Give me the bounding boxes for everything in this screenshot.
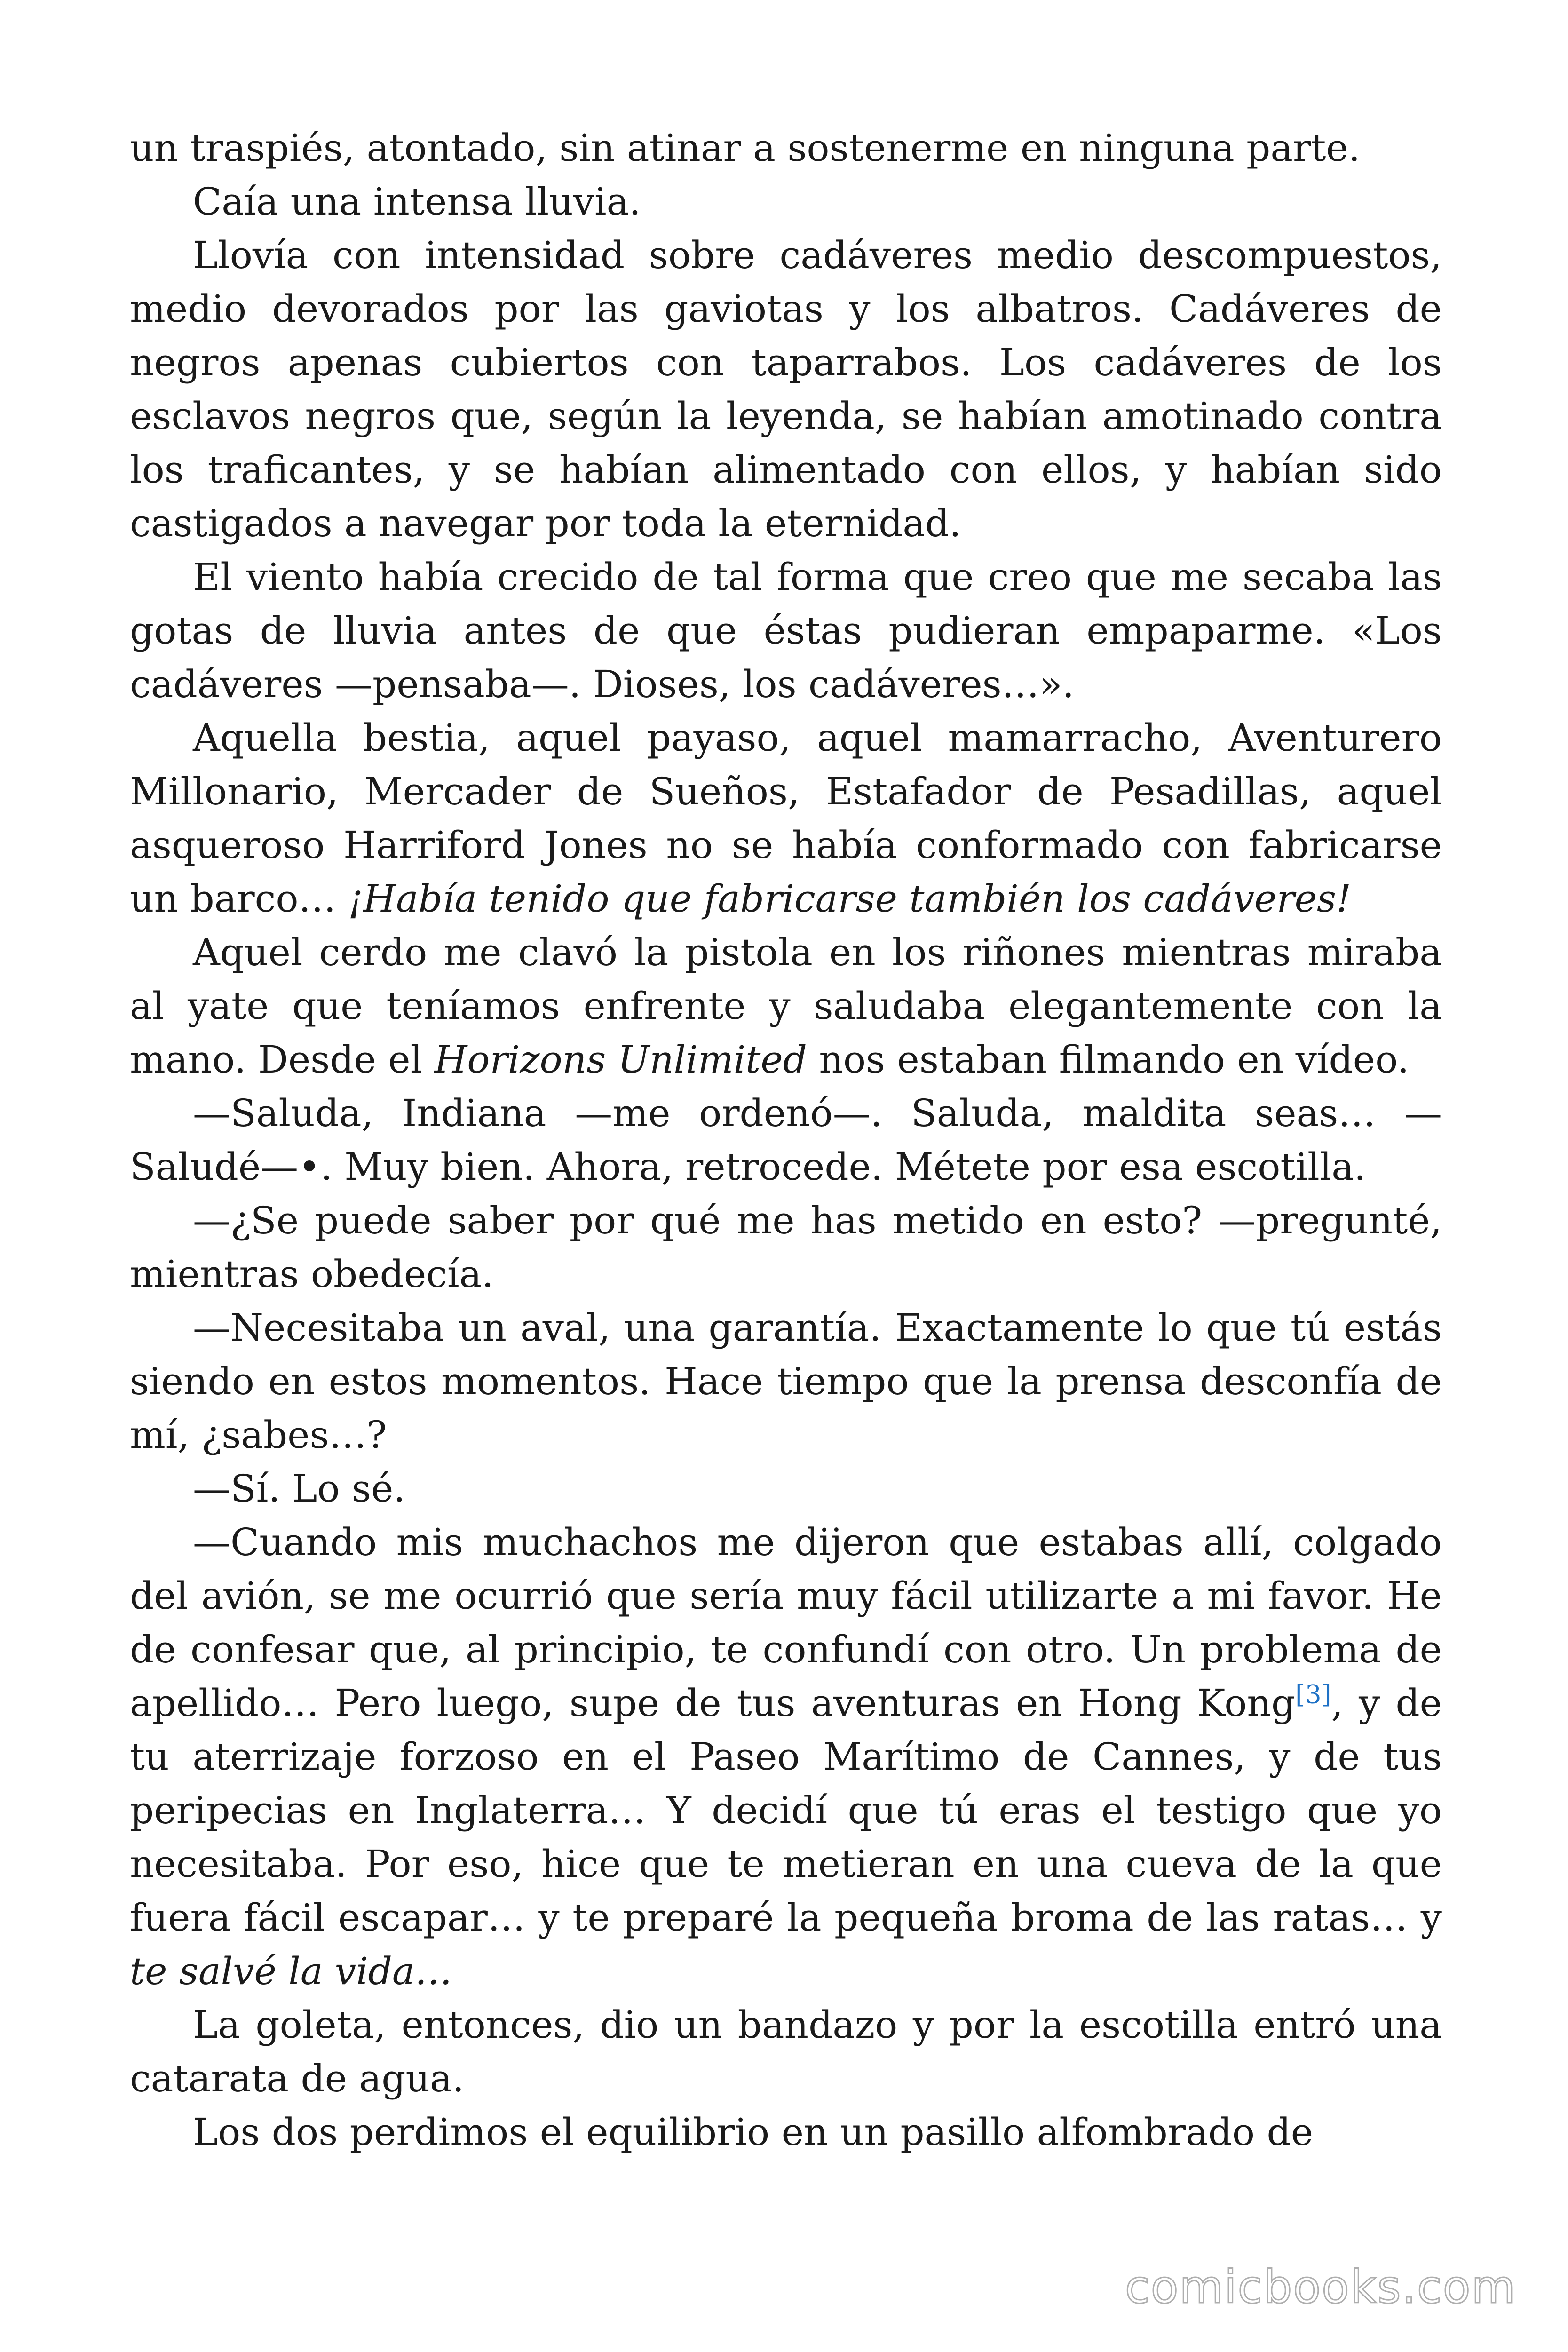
text-run: Caía una intensa lluvia. (193, 180, 641, 223)
text-run: —Cuando mis muchachos me dijeron que estabas allí, colgado del avión, se me ocurrió que sería muy fácil utilizarte a mi favor. He de confesar que, al principio, te confundí con otro. Un problema de apellido… Pero luego, supe de tus aventuras en Hong Kong (130, 1520, 1442, 1725)
italic-text: te salvé la vida… (130, 1949, 452, 1993)
italic-text: ¡Había tenido que fabricarse también los cadáveres! (348, 877, 1352, 921)
text-run: nos estaban filmando en vídeo. (807, 1038, 1410, 1081)
text-run: La goleta, entonces, dio un bandazo y por la escotilla entró una catarata de agua. (130, 2003, 1442, 2100)
paragraph (130, 1462, 1442, 1516)
text-run: Los dos perdimos el equilibrio en un pasillo alfombrado de (193, 2110, 1314, 2154)
text-run: Aquella bestia, aquel payaso, aquel mamarracho, Aventurero Millonario, Mercader de Sueños, Estafador de Pesadillas, aquel asqueroso Harriford Jones no se había conformado con fabricarse un barco… (130, 716, 1442, 921)
book-page-text (130, 121, 1442, 2159)
paragraph (130, 1301, 1442, 1462)
text-run: , y de tu aterrizaje forzoso en el Paseo Marítimo de Cannes, y de tus peripecias en Inglaterra… Y decidí que tú eras el testigo que yo necesitaba. Por eso, hice que te metieran en una cueva de la que fuera fácil escapar… y te preparé la pequeña broma de las ratas… y (130, 1681, 1442, 1939)
text-run: Llovía con intensidad sobre cadáveres medio descompuestos, medio devorados por las gaviotas y los albatros. Cadáveres de negros apenas cubiertos con taparrabos. Los cadáveres de los esclavos negros que, según la leyenda, se habían amotinado contra los traficantes, y se habían alimentado con ellos, y habían sido castigados a navegar por toda la eternidad. (130, 233, 1442, 545)
paragraph (130, 1087, 1442, 1194)
text-run: Aquel cerdo me clavó la pistola en los riñones mientras miraba al yate que teníamos enfrente y saludaba elegantemente con la mano. Desde el (130, 930, 1442, 1081)
paragraph (130, 175, 1442, 229)
paragraph (130, 1194, 1442, 1301)
paragraph (130, 926, 1442, 1087)
italic-text: Horizons Unlimited (434, 1038, 807, 1081)
paragraph (130, 1998, 1442, 2106)
paragraph (130, 2106, 1442, 2159)
text-run: El viento había crecido de tal forma que creo que me secaba las gotas de lluvia antes de que éstas pudieran empaparme. «Los cadáveres —pensaba—. Dioses, los cadáveres…». (130, 555, 1442, 706)
text-run: —Saluda, Indiana —me ordenó—. Saluda, maldita seas… —Saludé—•. Muy bien. Ahora, retrocede. Métete por esa escotilla. (130, 1091, 1442, 1189)
text-run: un traspiés, atontado, sin atinar a sostenerme en ninguna parte. (130, 126, 1361, 170)
text-run: —Necesitaba un aval, una garantía. Exactamente lo que tú estás siendo en estos momentos. Hace tiempo que la prensa desconfía de mí, ¿sabes…? (130, 1306, 1442, 1457)
text-run: —Sí. Lo sé. (193, 1467, 405, 1510)
paragraph (130, 550, 1442, 711)
text-run: —¿Se puede saber por qué me has metido en esto? —pregunté, mientras obedecía. (130, 1199, 1442, 1296)
paragraph (130, 1516, 1442, 1998)
paragraph (130, 121, 1442, 175)
watermark-logo: comicbooks.com (1125, 2261, 1516, 2313)
paragraph (130, 229, 1442, 550)
footnote-reference-link[interactable]: [3] (1295, 1679, 1331, 1709)
paragraph (130, 711, 1442, 926)
